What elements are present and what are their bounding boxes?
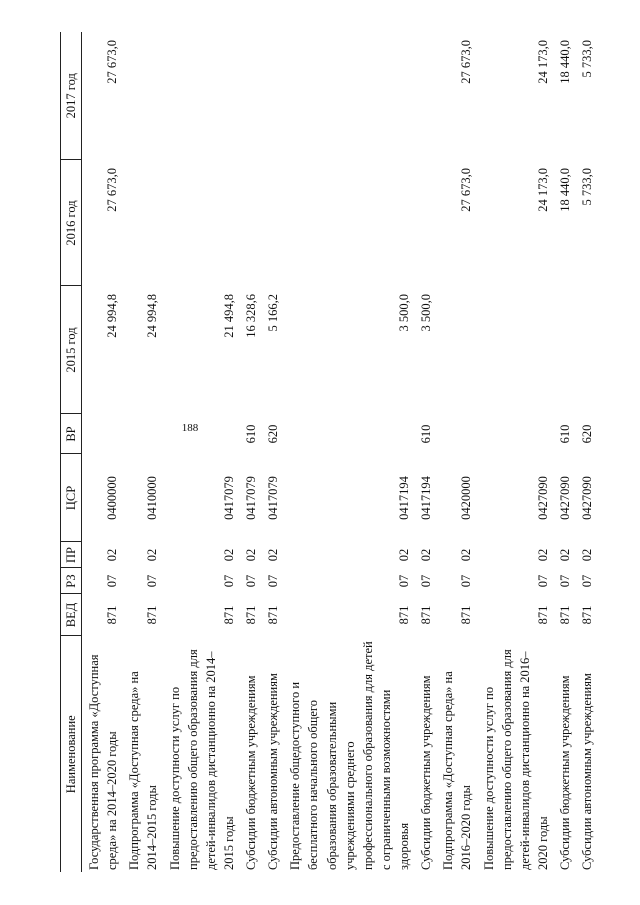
row-2016: 24 173,0 — [535, 168, 550, 212]
row-csr: 0420000 — [459, 476, 474, 520]
row-name: Субсидии бюджетным учреждениям — [419, 675, 434, 870]
row-name: Субсидии бюджетным учреждениям — [244, 675, 258, 870]
row-ved: 871 — [419, 605, 434, 625]
row-2017 — [239, 32, 261, 160]
row-name: Повышение доступности услуг по предоставлению общего образования для детей-инвалидов дистанционно на 2014–2015 годы — [167, 649, 236, 870]
row-rz: 07 — [419, 574, 434, 588]
row-rz: 07 — [397, 574, 411, 588]
row-name: Подпрограмма «Доступная среда» на 2014–2015 годы — [127, 671, 160, 870]
row-vr: 610 — [558, 424, 572, 444]
row-csr: 0417079 — [266, 476, 281, 520]
row-2015 — [436, 286, 476, 414]
row-rz: 07 — [558, 574, 572, 588]
row-2017 — [283, 32, 414, 160]
row-vr — [283, 414, 414, 454]
row-ved: 871 — [535, 605, 550, 625]
header-pr: ПР — [61, 542, 82, 568]
row-name: Повышение доступности услуг по предоставлению общего образования для детей-инвалидов дистанционно на 2016–2020 годы — [481, 649, 550, 870]
budget-table — [60, 32, 597, 872]
row-csr: 0417079 — [244, 476, 258, 520]
row-2016 — [239, 160, 261, 286]
row-2016 — [283, 160, 414, 286]
row-pr: 02 — [580, 548, 595, 562]
row-ved: 871 — [221, 605, 236, 625]
table-row — [283, 32, 414, 872]
row-2015: 3 500,0 — [397, 294, 411, 332]
table-header-row — [61, 32, 82, 872]
row-2017 — [261, 32, 283, 160]
table-row — [575, 32, 597, 872]
row-ved: 871 — [558, 605, 572, 625]
row-csr: 0417194 — [397, 476, 411, 520]
row-2017: 5 733,0 — [580, 40, 595, 78]
row-2017: 27 673,0 — [105, 40, 120, 84]
row-rz: 07 — [459, 574, 474, 588]
row-2016 — [122, 160, 162, 286]
row-2015 — [477, 286, 554, 414]
row-rz: 07 — [105, 574, 120, 588]
row-ved: 871 — [105, 605, 120, 625]
row-pr: 02 — [145, 548, 160, 562]
row-csr: 0417194 — [419, 476, 434, 520]
header-2015: 2015 год — [61, 286, 82, 414]
header-2016: 2016 год — [61, 160, 82, 286]
row-pr: 02 — [419, 548, 434, 562]
row-ved: 871 — [580, 605, 595, 625]
row-vr — [122, 414, 162, 454]
row-2015 — [553, 286, 575, 414]
row-vr: 620 — [580, 424, 595, 444]
row-vr: 620 — [266, 424, 281, 444]
table-row — [414, 32, 436, 872]
row-name: Субсидии автономным учреждениям — [580, 673, 595, 870]
row-2016: 5 733,0 — [580, 168, 595, 206]
row-rz: 07 — [535, 574, 550, 588]
row-csr: 0410000 — [145, 476, 160, 520]
header-ved: ВЕД — [61, 594, 82, 636]
row-rz: 07 — [580, 574, 595, 588]
row-rz: 07 — [221, 574, 236, 588]
header-name: Наименование — [61, 636, 82, 872]
page-number: 188 — [181, 422, 199, 434]
row-2015 — [575, 286, 597, 414]
row-2015: 5 166,2 — [266, 294, 281, 332]
row-pr: 02 — [397, 548, 411, 562]
row-vr — [436, 414, 476, 454]
table-row — [436, 32, 476, 872]
row-pr: 02 — [105, 548, 120, 562]
row-pr: 02 — [221, 548, 236, 562]
table-row — [239, 32, 261, 872]
row-vr: 610 — [419, 424, 434, 444]
row-ved: 871 — [397, 605, 411, 625]
table-row — [553, 32, 575, 872]
row-name: Подпрограмма «Доступная среда» на 2016–2020 годы — [441, 671, 474, 870]
row-rz: 07 — [145, 574, 160, 588]
row-vr: 610 — [244, 424, 258, 444]
row-2017: 24 173,0 — [535, 40, 550, 84]
row-2016 — [261, 160, 283, 286]
row-name: Предоставление общедоступного и бесплатного начального общего образования образовательными учреждениями среднего профессионального образования для детей с ограниченными возможностями здоровья — [288, 641, 411, 870]
row-name: Государственная программа «Доступная среда» на 2014–2020 годы — [87, 654, 120, 870]
row-ved: 871 — [244, 605, 258, 625]
row-vr — [82, 414, 123, 454]
row-2015: 24 994,8 — [105, 294, 120, 338]
row-2017 — [163, 32, 240, 160]
header-rz: РЗ — [61, 568, 82, 594]
row-rz: 07 — [244, 574, 258, 588]
header-vr: ВР — [61, 414, 82, 454]
row-2016: 27 673,0 — [105, 168, 120, 212]
row-vr — [477, 414, 554, 454]
header-2017: 2017 год — [61, 32, 82, 160]
header-csr: ЦСР — [61, 454, 82, 542]
row-csr: 0427090 — [535, 476, 550, 520]
row-2016 — [414, 160, 436, 286]
table-row — [477, 32, 554, 872]
row-csr: 0400000 — [105, 476, 120, 520]
row-2015: 16 328,6 — [244, 294, 258, 338]
row-2015: 3 500,0 — [419, 294, 434, 332]
row-name: Субсидии бюджетным учреждениям — [558, 675, 572, 870]
table-row — [122, 32, 162, 872]
table-row — [261, 32, 283, 872]
row-name: Субсидии автономным учреждениям — [266, 673, 281, 870]
row-ved: 871 — [266, 605, 281, 625]
row-2015: 21 494,8 — [221, 294, 236, 338]
row-csr: 0427090 — [558, 476, 572, 520]
row-2017: 27 673,0 — [459, 40, 474, 84]
row-2017 — [122, 32, 162, 160]
row-pr: 02 — [558, 548, 572, 562]
row-2016: 27 673,0 — [459, 168, 474, 212]
row-csr: 0417079 — [221, 476, 236, 520]
row-pr: 02 — [266, 548, 281, 562]
row-ved: 871 — [145, 605, 160, 625]
table-row — [82, 32, 123, 872]
row-2017: 18 440,0 — [558, 40, 572, 84]
row-rz: 07 — [266, 574, 281, 588]
row-2017 — [414, 32, 436, 160]
table-row — [163, 32, 240, 872]
row-vr — [163, 414, 240, 454]
rotated-page-content — [60, 32, 630, 872]
row-pr: 02 — [535, 548, 550, 562]
row-2015: 24 994,8 — [145, 294, 160, 338]
row-csr: 0427090 — [580, 476, 595, 520]
row-2016 — [163, 160, 240, 286]
row-pr: 02 — [244, 548, 258, 562]
row-ved: 871 — [459, 605, 474, 625]
row-2016: 18 440,0 — [558, 168, 572, 212]
row-pr: 02 — [459, 548, 474, 562]
